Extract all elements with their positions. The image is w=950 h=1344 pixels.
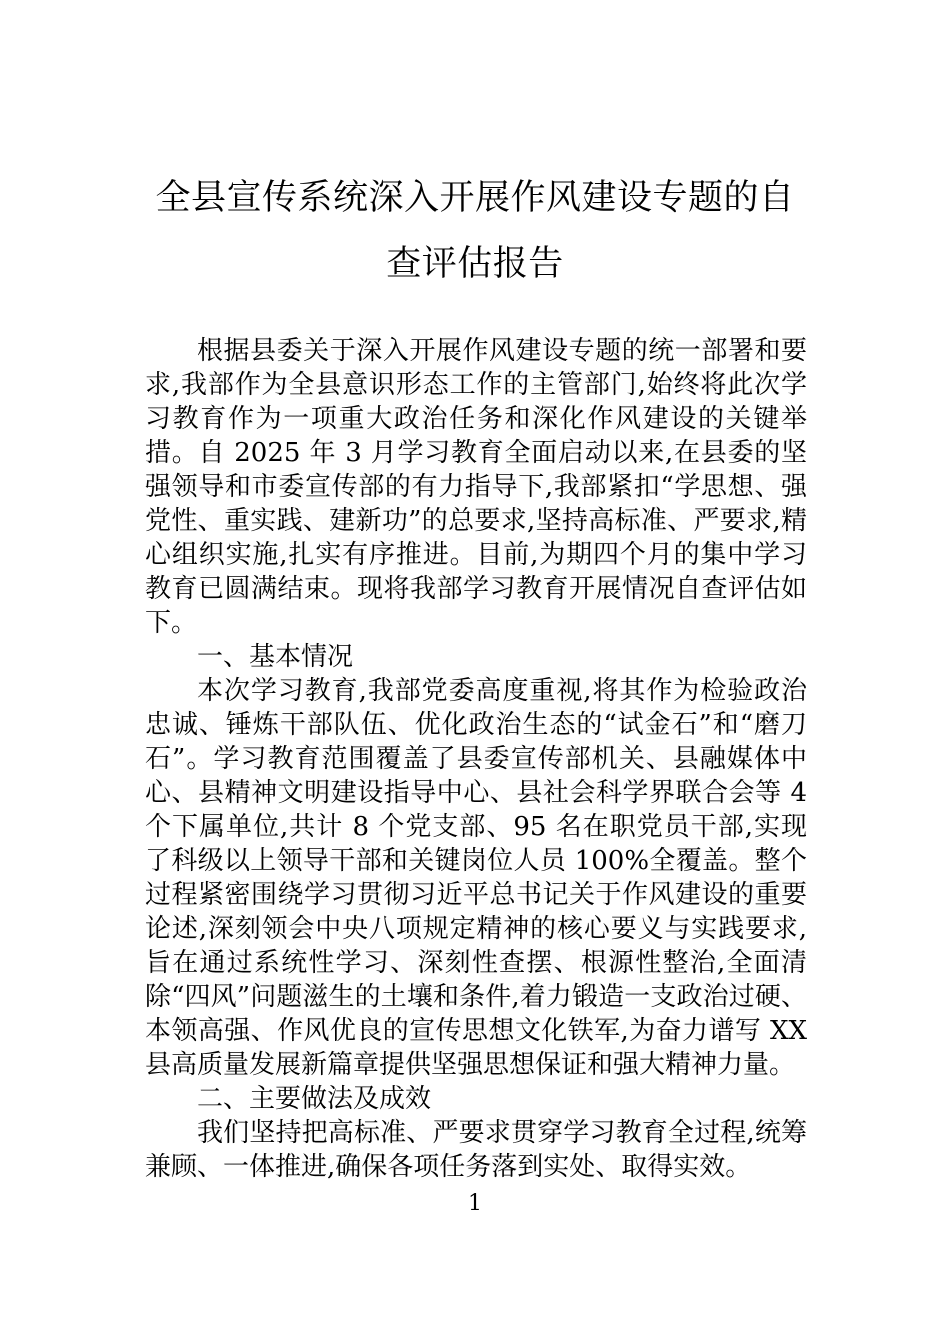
document-title: 全县宣传系统深入开展作风建设专题的自查评估报告 <box>155 178 795 284</box>
intro-paragraph: 根据县委关于深入开展作风建设专题的统一部署和要求,我部作为全县意识形态工作的主管部门,始终将此次学习教育作为一项重大政治任务和深化作风建设的关键举措。自 2025 年 3 月学习教育全面启动以来,在县委的坚强领导和市委宣传部的有力指导下,我部紧扣“学思想、强党性、重实践、建新功”的总要求,坚持高标准、严要求,精心组织实施,扎实有序推进。目前,为期四个月的集中学习教育已圆满结束。现将我部学习教育开展情况自查评估如下。 <box>145 336 807 638</box>
section-heading-basic-situation: 一、基本情况 <box>197 642 354 672</box>
basic-situation-paragraph: 本次学习教育,我部党委高度重视,将其作为检验政治忠诚、锤炼干部队伍、优化政治生态的“试金石”和“磨刀石”。学习教育范围覆盖了县委宣传部机关、县融媒体中心、县精神文明建设指导中心、县社会科学界联合会等 4 个下属单位,共计 8 个党支部、95 名在职党员干部,实现了科级以上领导干部和关键岗位人员 100%全覆盖。整个过程紧密围绕学习贯彻习近平总书记关于作风建设的重要论述,深刻领会中央八项规定精神的核心要义与实践要求,旨在通过系统性学习、深刻性查摆、根源性整治,全面清除“四风”问题滋生的土壤和条件,着力锻造一支政治过硬、本领高强、作风优良的宣传思想文化铁军,为奋力谱写 XX 县高质量发展新篇章提供坚强思想保证和强大精神力量。 <box>145 676 807 1080</box>
document-body <box>145 334 807 1184</box>
page-number: 1 <box>468 1191 482 1216</box>
section-heading-main-practices: 二、主要做法及成效 <box>197 1084 432 1114</box>
main-practices-paragraph: 我们坚持把高标准、严要求贯穿学习教育全过程,统筹兼顾、一体推进,确保各项任务落到实处、取得实效。 <box>145 1118 807 1182</box>
